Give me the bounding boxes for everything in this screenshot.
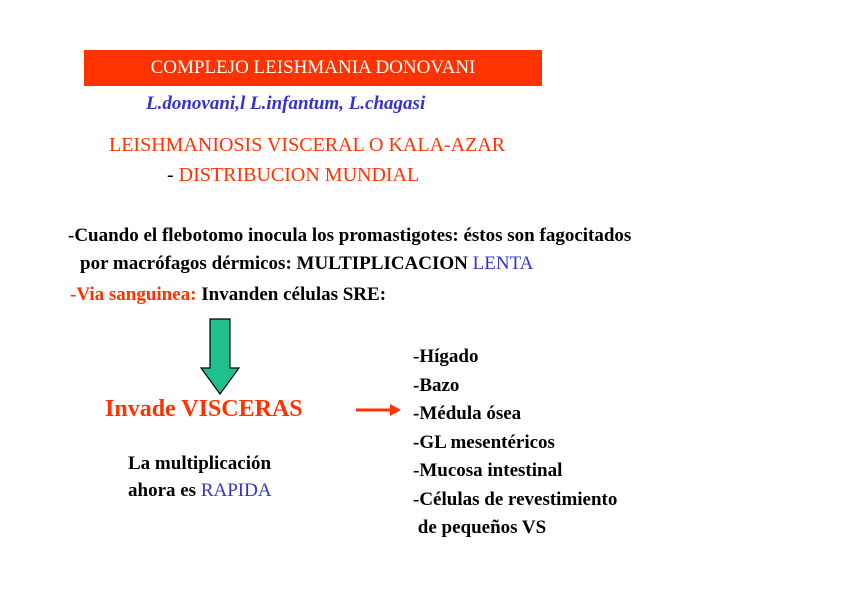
lenta-text: LENTA [472,253,534,274]
invaden-text: Invanden células SRE: [201,284,387,305]
paragraph-line-2 [80,253,533,275]
multiplication-line-1: La multiplicación [128,453,272,474]
list-item: -Células de revestimiento [413,488,618,510]
right-arrow-icon [354,403,402,417]
species-list: L.donovani,l L.infantum, L.chagasi [146,93,426,114]
multiplication-note [128,450,272,504]
organ-list [413,343,617,543]
list-item: -Hígado [413,346,479,367]
multiplication-line-2 [128,477,272,504]
multiplication-line-2-text: ahora es [128,480,201,501]
title-text: COMPLEJO LEISHMANIA DONOVANI [150,57,476,78]
subheading-distribution [167,164,419,187]
list-item: -Bazo [413,374,460,396]
down-arrow-icon [199,318,241,396]
title-banner [84,50,542,86]
list-item: -Médula ósea [413,403,522,424]
paragraph-line-3 [70,284,386,306]
heading-visceral: LEISHMANIOSIS VISCERAL O KALA-AZAR [109,134,506,156]
paragraph-line-2-text: por macrófagos dérmicos: MULTIPLICACION [80,253,473,274]
list-item: de pequeños VS [413,517,547,538]
list-item: -Mucosa intestinal [413,460,563,481]
subheading-text: DISTRIBUCION MUNDIAL [178,164,420,186]
list-item: -GL mesentéricos [413,431,555,453]
rapida-text: RAPIDA [200,480,272,501]
paragraph-line-1: -Cuando el flebotomo inocula los promastigotes: éstos son fagocitados [68,225,632,246]
via-sanguinea-text: -Via sanguinea: [70,284,202,305]
invade-visceras-label: Invade VISCERAS [105,396,303,422]
subheading-dash: - [167,164,179,186]
